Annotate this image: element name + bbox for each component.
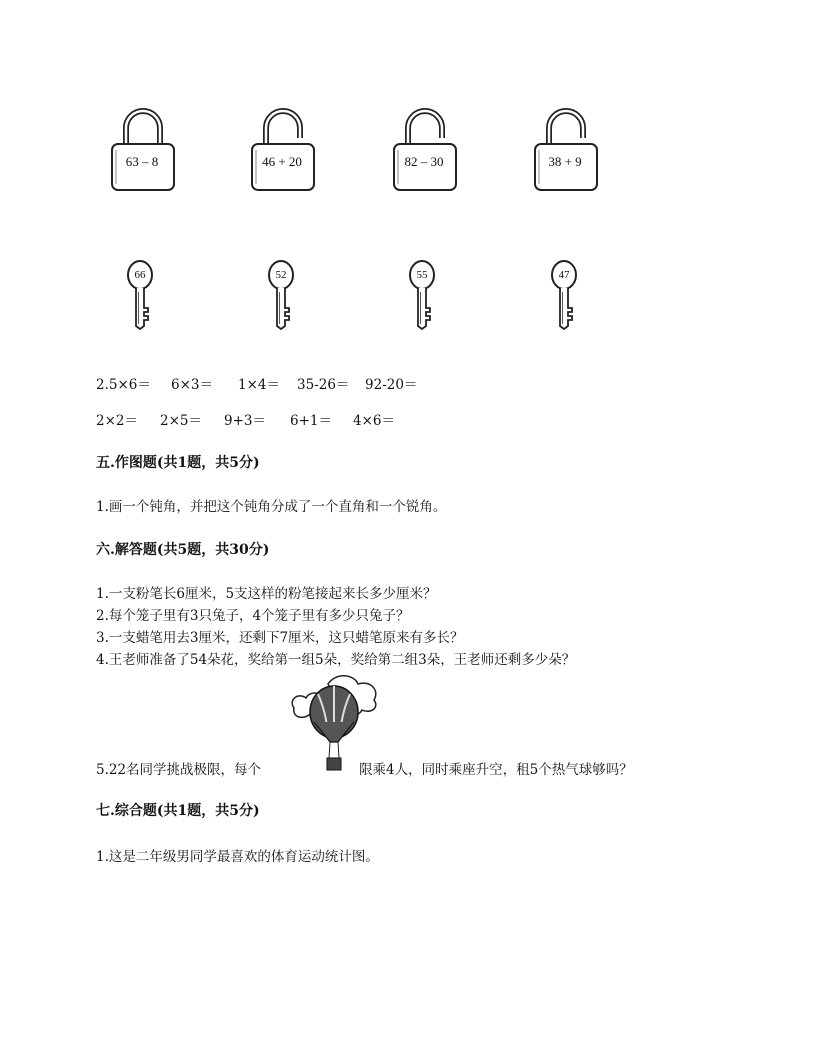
lock-expression: 63 – 8 [125, 154, 159, 169]
padlock-icon [531, 106, 601, 192]
lock-2 [248, 106, 318, 192]
section-6-question-2: 2.每个笼子里有3只兔子，4个笼子里有多少只兔子？ [96, 608, 410, 624]
question-5-text-start: 5.22名同学挑战极限，每个 [96, 762, 262, 778]
calc-item: 2×2＝ [96, 413, 138, 429]
section-6-heading: 六.解答题(共5题，共30分) [96, 542, 270, 558]
calc-item: 2.5×6＝ [96, 377, 151, 393]
lock-1 [108, 106, 178, 192]
key-number: 47 [558, 269, 570, 281]
calc-row-1 [96, 373, 417, 393]
calc-row-2 [96, 409, 395, 429]
padlock-icon [390, 106, 460, 192]
lock-3 [390, 106, 460, 192]
question-5-text-end: 限乘4人，同时乘座升空，租5个热气球够吗？ [359, 762, 633, 778]
section-5-question-1: 1.画一个钝角，并把这个钝角分成了一个直角和一个锐角。 [96, 499, 447, 515]
calc-item: 2×5＝ [160, 413, 202, 429]
section-6-question-3: 3.一支蜡笔用去3厘米，还剩下7厘米，这只蜡笔原来有多长？ [96, 630, 464, 646]
lock-expression: 38 + 9 [548, 154, 582, 169]
key-number: 55 [416, 269, 428, 281]
padlock-icon [248, 106, 318, 192]
calc-item: 6×3＝ [171, 377, 213, 393]
calc-item: 4×6＝ [353, 413, 395, 429]
key-3 [408, 258, 436, 330]
lock-expression: 82 – 30 [404, 154, 444, 169]
lock-4 [531, 106, 601, 192]
calc-item: 9+3＝ [224, 413, 266, 429]
section-7-question-1: 1.这是二年级男同学最喜欢的体育运动统计图。 [96, 849, 379, 865]
key-2 [267, 258, 295, 330]
lock-expression: 46 + 20 [262, 154, 302, 169]
section-5-heading: 五.作图题(共1题，共5分) [96, 455, 260, 471]
key-1 [126, 258, 154, 330]
calc-item: 1×4＝ [238, 377, 280, 393]
key-4 [550, 258, 578, 330]
calc-item: 35-26＝ [297, 377, 350, 393]
key-number: 52 [275, 269, 287, 281]
section-7-heading: 七.综合题(共1题，共5分) [96, 803, 260, 819]
calc-item: 92-20＝ [365, 377, 418, 393]
section-6-question-5 [96, 758, 633, 778]
key-number: 66 [134, 269, 146, 281]
calc-item: 6+1＝ [290, 413, 332, 429]
section-6-question-1: 1.一支粉笔长6厘米，5支这样的粉笔接起来长多少厘米？ [96, 586, 437, 602]
padlock-icon [108, 106, 178, 192]
section-6-question-4: 4.王老师准备了54朵花，奖给第一组5朵，奖给第二组3朵，王老师还剩多少朵？ [96, 652, 576, 668]
